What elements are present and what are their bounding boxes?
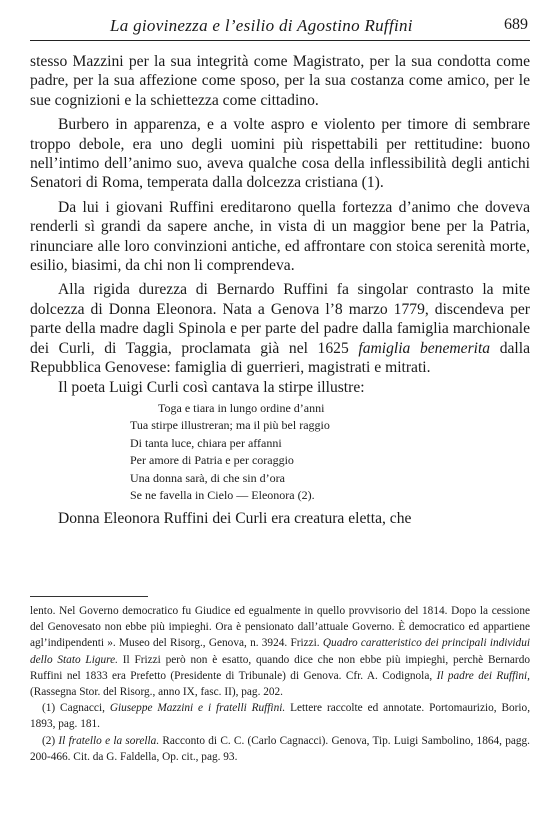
footnote-1-a: (1) Cagnacci, — [42, 702, 110, 715]
work-title: Giuseppe Mazzini e i fratelli Ruffini. — [109, 702, 286, 715]
paragraph-4-text-b: dalla Repubblica Genovese: famiglia di guerrieri, magistrati e mitrati. — [30, 339, 531, 377]
poem-line: Tua stirpe illustreran; ma il più bel raggio — [130, 418, 330, 433]
footnote-continuation-a: lento. Nel Governo democratico fu Giudice ed egualmente in quello provvisorio del 1814. Dopo la cessione del Genovesato non ebbe più impieghi. Ora è pensionato dall’attuale Governo. È democratico ed appartiene agl’indipendenti ». Museo del Risorg., Genova, n. 3924. — [30, 605, 530, 650]
paragraph-4-text-a: Alla rigida durezza di Bernardo Ruffini fa singolar contrasto la mite dolcezza di Donna Eleonora. Nata a Genova l’8 marzo 1779, discendeva per parte della madre dagli Spinola e per parte del padre dalla famiglia marchionale dei Curli, di Taggia, proclamata già nel 1625 — [30, 281, 530, 357]
poem-line: Toga e tiara in lungo ordine d’anni — [158, 400, 325, 415]
poem-line: Per amore di Patria e per coraggio — [130, 453, 294, 468]
footnote-1 — [30, 700, 530, 732]
work-title: Il fratello e la sorella. — [58, 734, 160, 747]
footnote-continuation-c: (Rassegna Stor. del Risorg., anno IX, fasc. II), pag. 202. — [30, 686, 283, 699]
poem-line: Se ne favella in Cielo — Eleonora (2). — [130, 488, 315, 503]
footnote-continuation-b: Il Frizzi però non è esatto, quando dice che non ebbe più impieghi, perchè Bernardo Ruffini nel 1833 era Prefetto (Presidente di Tribunale) di Genova. Cfr. A. Codignola, — [30, 653, 530, 682]
footnote-continuation — [30, 603, 530, 700]
paragraph-1: stesso Mazzini per la sua integrità come Magistrato, per la sua condotta come padre, per la sua affezione come sposo, per la sua costanza come amico, per le sue cognizioni e la schiettezza come cittadino. — [30, 53, 530, 109]
paragraph-3: Da lui i giovani Ruffini ereditarono quella fortezza d’animo che doveva renderli sì grandi da sapere anche, in vista di un maggior bene per la Patria, rinunciare alle loro convinzioni antiche, ed affrontare con stoica serenità morte, esilio, biasimi, da chi non li comprendeva. — [30, 198, 530, 275]
running-header — [30, 14, 530, 41]
work-title: Quadro caratteristico dei principali individui dello Stato Ligure. — [30, 637, 530, 666]
work-title: Il padre dei Ruffini, — [436, 669, 531, 682]
page-number: 689 — [504, 16, 528, 33]
poem-quote — [130, 400, 530, 505]
poem-line: Di tanta luce, chiara per affanni — [130, 435, 282, 450]
footnote-2 — [30, 733, 530, 765]
paragraph-4 — [30, 280, 530, 377]
footnote-2-a: (2) — [42, 734, 59, 747]
footnotes — [30, 603, 530, 765]
author-name: Frizzi. — [290, 637, 320, 650]
footnote-1-b: Lettere raccolte ed annotate. Portomaurizio, Borio, 1893, pag. 181. — [30, 702, 531, 731]
poem-line: Una donna sarà, di che sin d’ora — [130, 470, 285, 485]
running-title: La giovinezza e l’esilio di Agostino Ruffini — [110, 16, 413, 35]
paragraph-6: Donna Eleonora Ruffini dei Curli era creatura eletta, che — [58, 509, 412, 527]
footnote-2-b: Racconto di C. C. (Carlo Cagnacci). Genova, Tip. Luigi Sambolino, 1864, pagg. 200-466. Cit. da G. Faldella, Op. cit., pag. 93. — [30, 734, 531, 763]
main-text — [30, 52, 530, 528]
footnote-divider — [30, 596, 148, 597]
paragraph-4-italic: famiglia benemerita — [358, 339, 491, 357]
paragraph-2: Burbero in apparenza, e a volte aspro e violento per timore di sembrare troppo debole, era uno degli uomini più rispettabili per rettitudine: buono nell’intimo dell’animo suo, aveva qualche cosa della inflessibilità degli antichi Senatori di Roma, temperata dalla dolcezza cristiana (1). — [30, 116, 530, 192]
paragraph-5: Il poeta Luigi Curli così cantava la stirpe illustre: — [58, 378, 365, 396]
